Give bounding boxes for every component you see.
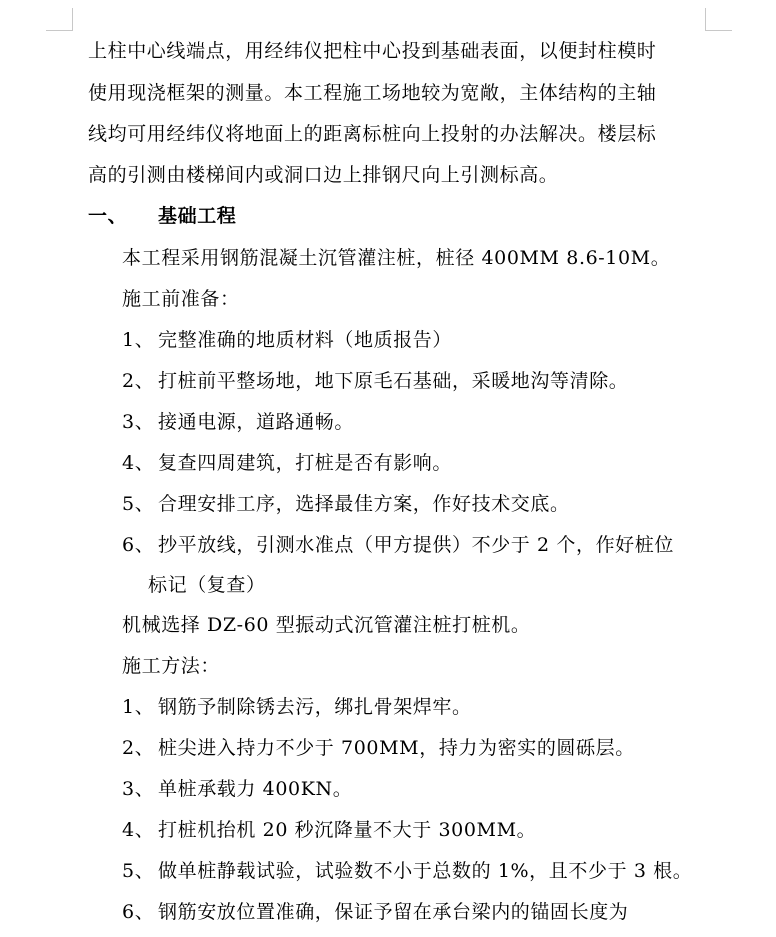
method-item-number: 1、 <box>122 696 155 718</box>
method-item-text: 做单桩静载试验，试验数不小于总数的 1%，且不少于 3 根。 <box>158 860 693 882</box>
section-title: 基础工程 <box>158 205 237 227</box>
prep-heading: 施工前准备： <box>122 288 240 310</box>
prep-item-number: 4、 <box>122 452 155 474</box>
prep-item-text: 完整准确的地质材料（地质报告） <box>158 329 453 351</box>
method-item-number: 5、 <box>122 860 155 882</box>
prep-item-text: 抄平放线，引测水准点（甲方提供）不少于 2 个，作好桩位 <box>158 534 674 556</box>
prep-item-text: 合理安排工序，选择最佳方案，作好技术交底。 <box>158 493 570 515</box>
crop-mark-top-right <box>705 8 732 31</box>
method-item-text: 单桩承载力 400KN。 <box>158 778 353 800</box>
prep-item-number: 3、 <box>122 411 155 433</box>
paragraph-line-4: 高的引测由楼梯间内或洞口边上排钢尺向上引测标高。 <box>88 164 559 186</box>
method-item-number: 6、 <box>122 901 155 923</box>
prep-item-text: 接通电源，道路通畅。 <box>158 411 355 433</box>
section-heading <box>88 203 728 229</box>
prep-item-number: 6、 <box>122 534 155 556</box>
method-item <box>122 899 722 925</box>
method-item-number: 4、 <box>122 819 155 841</box>
machine-text: 机械选择 DZ-60 型振动式沉管灌注桩打桩机。 <box>122 614 531 636</box>
prep-item-number: 1、 <box>122 329 155 351</box>
method-item-text: 钢筋安放位置准确，保证予留在承台梁内的锚固长度为 <box>158 901 629 923</box>
intro-text: 本工程采用钢筋混凝土沉管灌注桩，桩径 400MM 8.6-10M。 <box>122 247 671 269</box>
prep-item <box>122 450 762 476</box>
prep-item-text: 打桩前平整场地，地下原毛石基础，采暖地沟等清除。 <box>158 370 629 392</box>
method-item <box>122 776 762 802</box>
prep-item <box>122 409 762 435</box>
section-number: 一、 <box>88 205 128 227</box>
crop-mark-top-left <box>46 8 73 31</box>
prep-item <box>122 368 762 394</box>
paragraph-line-3: 线均可用经纬仪将地面上的距离标桩向上投射的办法解决。楼层标 <box>88 123 657 145</box>
paragraph-line-2: 使用现浇框架的测量。本工程施工场地较为宽敞，主体结构的主轴 <box>88 82 657 104</box>
method-heading: 施工方法： <box>122 655 221 677</box>
method-item-text: 桩尖进入持力不少于 700MM，持力为密实的圆砾层。 <box>158 737 635 759</box>
prep-item <box>122 532 722 558</box>
prep-item-number: 5、 <box>122 493 155 515</box>
prep-item-number: 2、 <box>122 370 155 392</box>
method-item-number: 3、 <box>122 778 155 800</box>
method-item <box>122 817 762 843</box>
method-item <box>122 735 762 761</box>
prep-item-continuation: 标记（复查） <box>148 574 266 596</box>
prep-item-text: 复查四周建筑，打桩是否有影响。 <box>158 452 453 474</box>
prep-item <box>122 491 762 517</box>
method-item-number: 2、 <box>122 737 155 759</box>
paragraph-line-1: 上柱中心线端点，用经纬仪把柱中心投到基础表面，以便封柱模时 <box>88 40 657 62</box>
method-item-text: 钢筋予制除锈去污，绑扎骨架焊牢。 <box>158 696 472 718</box>
method-item-text: 打桩机抬机 20 秒沉降量不大于 300MM。 <box>158 819 537 841</box>
method-item <box>122 694 762 720</box>
prep-item <box>122 327 762 353</box>
method-item <box>122 858 742 884</box>
